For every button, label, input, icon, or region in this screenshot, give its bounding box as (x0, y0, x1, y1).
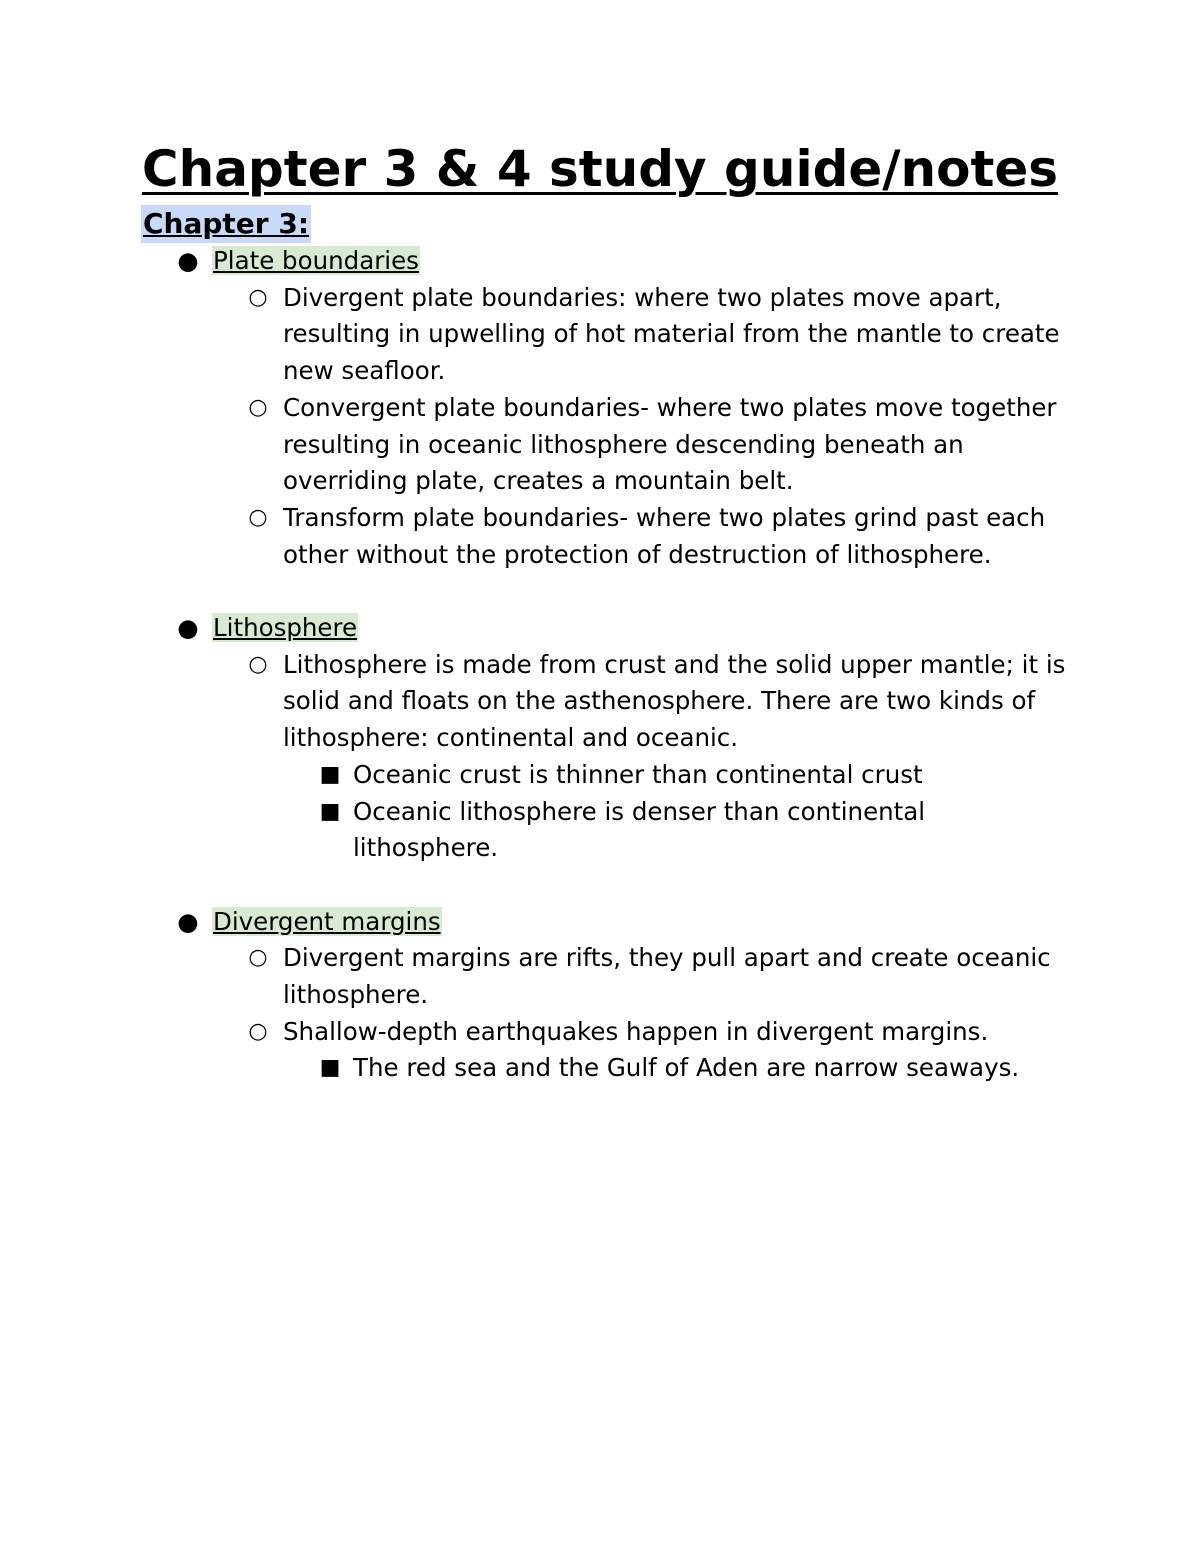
topic-heading: Plate boundaries (213, 246, 419, 275)
sub-note-text: The red sea and the Gulf of Aden are narrow seaways. (353, 1053, 1020, 1083)
hollow-circle-bullet-icon: ○ (248, 651, 268, 677)
note-item (0, 500, 1073, 573)
note-item (0, 940, 1073, 1013)
square-bullet-icon: ■ (319, 761, 341, 787)
note-text: Transform plate boundaries- where two plates grind past each other without the protection of destruction of lithosphere. (283, 502, 1046, 569)
sub-note-item (0, 794, 1073, 867)
sub-note-item (0, 757, 1073, 794)
note-text: Divergent plate boundaries: where two plates move apart, resulting in upwelling of hot material from the mantle to create new seafloor. (283, 282, 1060, 386)
note-text: Convergent plate boundaries- where two plates move together resulting in oceanic lithosphere descending beneath an overriding plate, creates a mountain belt. (283, 392, 1057, 496)
document-title: Chapter 3 & 4 study guide/notes (141, 140, 1059, 198)
chapter-heading: Chapter 3: (141, 205, 311, 243)
square-bullet-icon: ■ (319, 798, 341, 824)
note-text: Lithosphere is made from crust and the solid upper mantle; it is solid and floats on the asthenosphere. There are two kinds of lithosphere: continental and oceanic. (283, 649, 1066, 753)
topic-item (0, 904, 1200, 941)
filled-circle-bullet-icon: ● (177, 246, 199, 275)
note-item (0, 280, 1073, 390)
hollow-circle-bullet-icon: ○ (248, 945, 268, 971)
topic-heading: Divergent margins (213, 906, 441, 936)
note-text: Shallow-depth earthquakes happen in divergent margins. (283, 1016, 989, 1046)
hollow-circle-bullet-icon: ○ (248, 394, 268, 420)
notes-body (0, 243, 1200, 1087)
square-bullet-icon: ■ (319, 1055, 341, 1081)
hollow-circle-bullet-icon: ○ (248, 504, 268, 530)
hollow-circle-bullet-icon: ○ (248, 284, 268, 310)
section-spacer (0, 573, 1200, 610)
topic-item (0, 243, 1200, 280)
note-text: Divergent margins are rifts, they pull apart and create oceanic lithosphere. (283, 943, 1051, 1010)
sub-note-text: Oceanic lithosphere is denser than continental lithosphere. (353, 796, 926, 863)
hollow-circle-bullet-icon: ○ (248, 1018, 268, 1044)
sub-note-item (0, 1050, 1073, 1087)
note-item (0, 390, 1073, 500)
topic-heading: Lithosphere (213, 613, 358, 643)
filled-circle-bullet-icon: ● (177, 906, 199, 936)
filled-circle-bullet-icon: ● (177, 613, 199, 643)
note-item (0, 647, 1073, 757)
section-spacer (0, 867, 1200, 904)
sub-note-text: Oceanic crust is thinner than continental crust (353, 759, 923, 789)
topic-item (0, 610, 1200, 647)
note-item (0, 1014, 1073, 1051)
